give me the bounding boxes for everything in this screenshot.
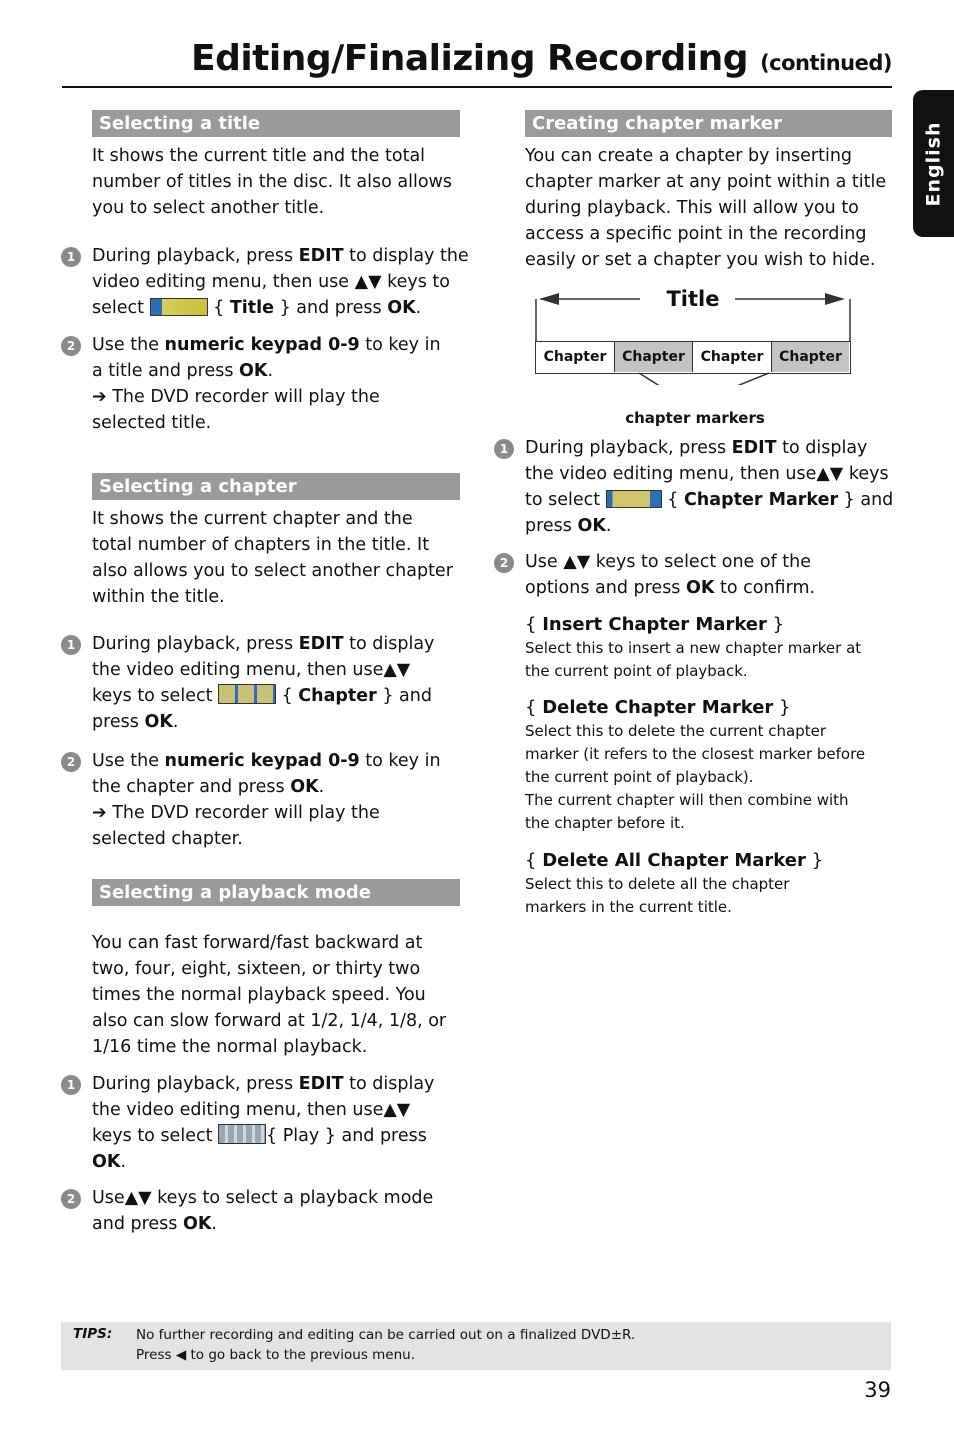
option-name: Delete Chapter Marker [542,697,774,718]
step-number-1: 1 [61,635,81,655]
step-number-2: 2 [494,553,514,573]
selecting-chapter-intro: It shows the current chapter and the total number of chapters in the title. It also allows you to select another chapter within the title. [92,509,453,607]
step-number-2: 2 [61,752,81,772]
chapter-cell: Chapter [772,342,849,372]
step-number-2: 2 [61,336,81,356]
chapter-marker-step1: During playback, press EDIT to display the video editing menu, then use▲▼ keys to select { Chapter Marker } and press OK. [525,438,894,536]
play-menu-icon [218,1124,266,1144]
chapter-menu-icon [218,684,276,704]
section-heading-chapter-marker: Creating chapter marker [525,110,892,137]
playback-mode-step1: During playback, press EDIT to display the video editing menu, then use▲▼ keys to select { Play } and press OK. [92,1074,435,1172]
chapter-cell: Chapter [615,342,693,372]
option-delete-chapter-marker: { Delete Chapter Marker } Select this to delete the current chapter marker (it refers to the closest marker before the current point of playback). The current chapter will then combine with the chapter before it. [525,697,866,832]
page-number: 39 [864,1378,891,1402]
chapter-marker-intro: You can create a chapter by inserting chapter marker at any point within a title during playback. This will allow you to access a specific point in the recording easily or set a chapter you wish to hide. [525,146,887,270]
step-number-2: 2 [61,1189,81,1209]
option-delete-all-chapter-marker: { Delete All Chapter Marker } Select this to delete all the chapter markers in the current title. [525,850,824,916]
tips-text: No further recording and editing can be carried out on a finalized DVD±R. Press ◀ to go back to the previous menu. [136,1327,636,1363]
section-heading-selecting-chapter: Selecting a chapter [92,473,460,500]
left-arrow-icon: ◀ [175,1347,187,1363]
section-heading-selecting-title: Selecting a title [92,110,460,137]
language-label: English [922,121,945,206]
selecting-title-step1: During playback, press EDIT to display the video editing menu, then use ▲▼ keys to select { Title } and press OK. [92,246,469,318]
chapter-row [535,341,851,374]
step-number-1: 1 [494,439,514,459]
chapter-marker-step2: Use ▲▼ keys to select one of the options and press OK to confirm. [525,552,816,598]
chapter-diagram [535,285,851,435]
playback-mode-step2: Use▲▼ keys to select a playback mode and press OK. [92,1188,434,1234]
option-insert-chapter-marker: { Insert Chapter Marker } Select this to insert a new chapter marker at the current point of playback. [525,614,862,680]
selecting-chapter-step2: Use the numeric keypad 0-9 to key in the chapter and press OK. ➔ The DVD recorder will play the selected chapter. [92,751,441,849]
selecting-title-intro: It shows the current title and the total number of titles in the disc. It also allows you to select another title. [92,146,452,218]
chapter-marker-menu-icon [606,490,662,508]
step-number-1: 1 [61,1075,81,1095]
diagram-title: Title [666,287,720,311]
chapter-cell: Chapter [536,342,615,372]
selecting-chapter-step1: During playback, press EDIT to display the video editing menu, then use▲▼ keys to select { Chapter } and press OK. [92,634,435,732]
language-tab [913,90,954,237]
selecting-title-step2: Use the numeric keypad 0-9 to key in a title and press OK. ➔ The DVD recorder will play the selected title. [92,335,441,433]
header-rule [62,86,892,88]
chapter-cell: Chapter [693,342,772,372]
page-title-continued: (continued) [760,51,892,75]
diagram-caption: chapter markers [625,409,765,427]
step-number-1: 1 [61,247,81,267]
tips-label: TIPS: [73,1326,113,1342]
option-name: Insert Chapter Marker [542,614,767,635]
section-heading-playback-mode: Selecting a playback mode [92,879,460,906]
title-menu-icon [150,298,208,316]
playback-mode-intro: You can fast forward/fast backward at two, four, eight, sixteen, or thirty two times the normal playback speed. You also can slow forward at 1/2, 1/4, 1/8, or 1/16 time the normal playback. [92,933,447,1057]
option-name: Delete All Chapter Marker [542,850,806,871]
page-title: Editing/Finalizing Recording (continued) [190,38,892,79]
